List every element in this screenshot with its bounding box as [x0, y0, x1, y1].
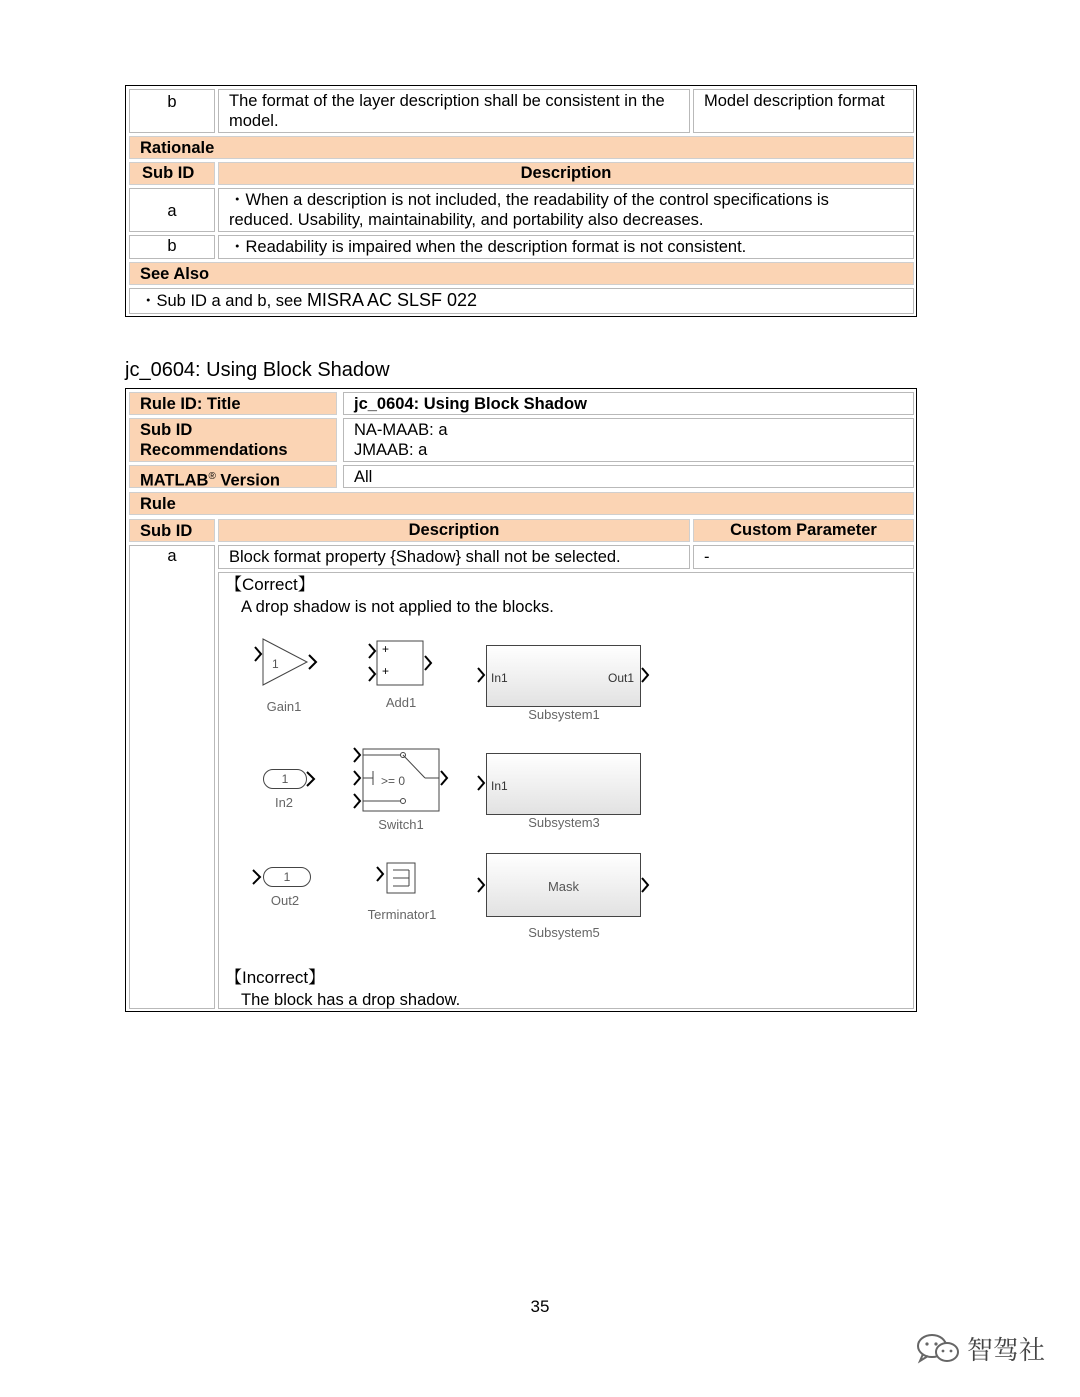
- in2-label: In2: [274, 795, 294, 810]
- switch-condition: >= 0: [381, 774, 406, 788]
- gain-block: [253, 637, 323, 687]
- watermark: [915, 1330, 1045, 1367]
- incorrect-label: 【Incorrect】: [225, 968, 326, 987]
- subsystem5-label: Subsystem5: [528, 925, 600, 940]
- subsystem1-out-port: Out1: [607, 671, 634, 685]
- description-header: Description: [218, 162, 914, 185]
- correct-text: A drop shadow is not applied to the blocks.: [241, 598, 554, 616]
- watermark-text: 智驾社: [967, 1336, 1046, 1366]
- description-header: Description: [218, 519, 690, 542]
- port-arrows: [476, 875, 656, 899]
- custom-parameter-header: Custom Parameter: [693, 519, 914, 542]
- see-also-reference: MISRA AC SLSF 022: [306, 290, 478, 310]
- port-arrows: [476, 665, 656, 689]
- subsystem5-mask: Mask: [547, 879, 580, 894]
- correct-label: 【Correct】: [225, 575, 315, 594]
- subsystem3-block: [486, 753, 641, 815]
- rule-sub-id: a: [129, 545, 215, 1009]
- see-also-text: ・Sub ID a and b, see: [140, 292, 307, 310]
- subsystem3-in-port: In1: [491, 779, 508, 793]
- add-label: Add1: [385, 695, 417, 710]
- sub-id-cell: b: [129, 89, 215, 133]
- gain-value: 1: [272, 657, 279, 671]
- rule-description: Block format property {Shadow} shall not be selected.: [218, 545, 690, 569]
- section-title: jc_0604: Using Block Shadow: [125, 359, 390, 381]
- sub-id-header: Sub ID: [129, 162, 215, 185]
- port-arrows: [476, 773, 490, 797]
- version-label: Version: [215, 471, 281, 490]
- sub-id-recommendations-label: [129, 418, 337, 462]
- recommendation-line: JMAAB: a: [354, 441, 428, 459]
- subsystem1-in-port: In1: [491, 671, 508, 685]
- matlab-label: MATLAB: [140, 471, 209, 490]
- rule-header: Rule: [129, 492, 914, 515]
- port-arrows: [305, 769, 319, 789]
- chat-bubbles-icon: [915, 1332, 961, 1366]
- in2-block: 1: [263, 769, 307, 789]
- gain-label: Gain1: [266, 699, 302, 714]
- out2-label: Out2: [270, 893, 300, 908]
- rationale-text: ・Readability is impaired when the description format is not consistent.: [218, 235, 914, 259]
- rule-table: [125, 388, 917, 1012]
- out2-block: 1: [263, 867, 311, 887]
- switch-block: [351, 746, 461, 816]
- rule-id-value: jc_0604: Using Block Shadow: [343, 392, 914, 415]
- example-cell: [218, 572, 914, 1009]
- recommendations-value: [343, 418, 914, 462]
- rationale-text: ・When a description is not included, the readability of the control specifications is reduced. Usability, maintainability, and portability also decreases.: [218, 188, 914, 232]
- label-line: Recommendations: [140, 441, 288, 459]
- description-cell: The format of the layer description shall be consistent in the model.: [218, 89, 690, 133]
- sub-id-header: Sub ID: [129, 519, 215, 542]
- parameter-cell: Model description format: [693, 89, 914, 133]
- terminator-block: [375, 861, 425, 897]
- add-sign: +: [382, 642, 390, 656]
- page-number: 35: [530, 1297, 550, 1316]
- matlab-version-label: [129, 465, 337, 488]
- subsystem3-label: Subsystem3: [528, 815, 600, 830]
- terminator-label: Terminator1: [367, 907, 437, 922]
- label-line: Sub ID: [140, 421, 193, 439]
- switch-label: Switch1: [378, 817, 424, 832]
- recommendation-line: NA-MAAB: a: [354, 421, 448, 439]
- add-block: [367, 639, 437, 687]
- registered-mark: ®: [208, 471, 216, 482]
- add-sign: +: [382, 664, 390, 678]
- rationale-sub-id: b: [129, 235, 215, 259]
- see-also-cell: [129, 288, 914, 314]
- see-also-header: See Also: [129, 262, 914, 285]
- rationale-table: [125, 85, 917, 317]
- rule-parameter: -: [693, 545, 914, 569]
- subsystem1-label: Subsystem1: [528, 707, 600, 722]
- matlab-version-value: All: [343, 465, 914, 488]
- incorrect-text: The block has a drop shadow.: [241, 991, 461, 1009]
- rule-id-label: Rule ID: Title: [129, 392, 337, 415]
- rationale-header: Rationale: [129, 136, 914, 159]
- rationale-sub-id: a: [129, 188, 215, 232]
